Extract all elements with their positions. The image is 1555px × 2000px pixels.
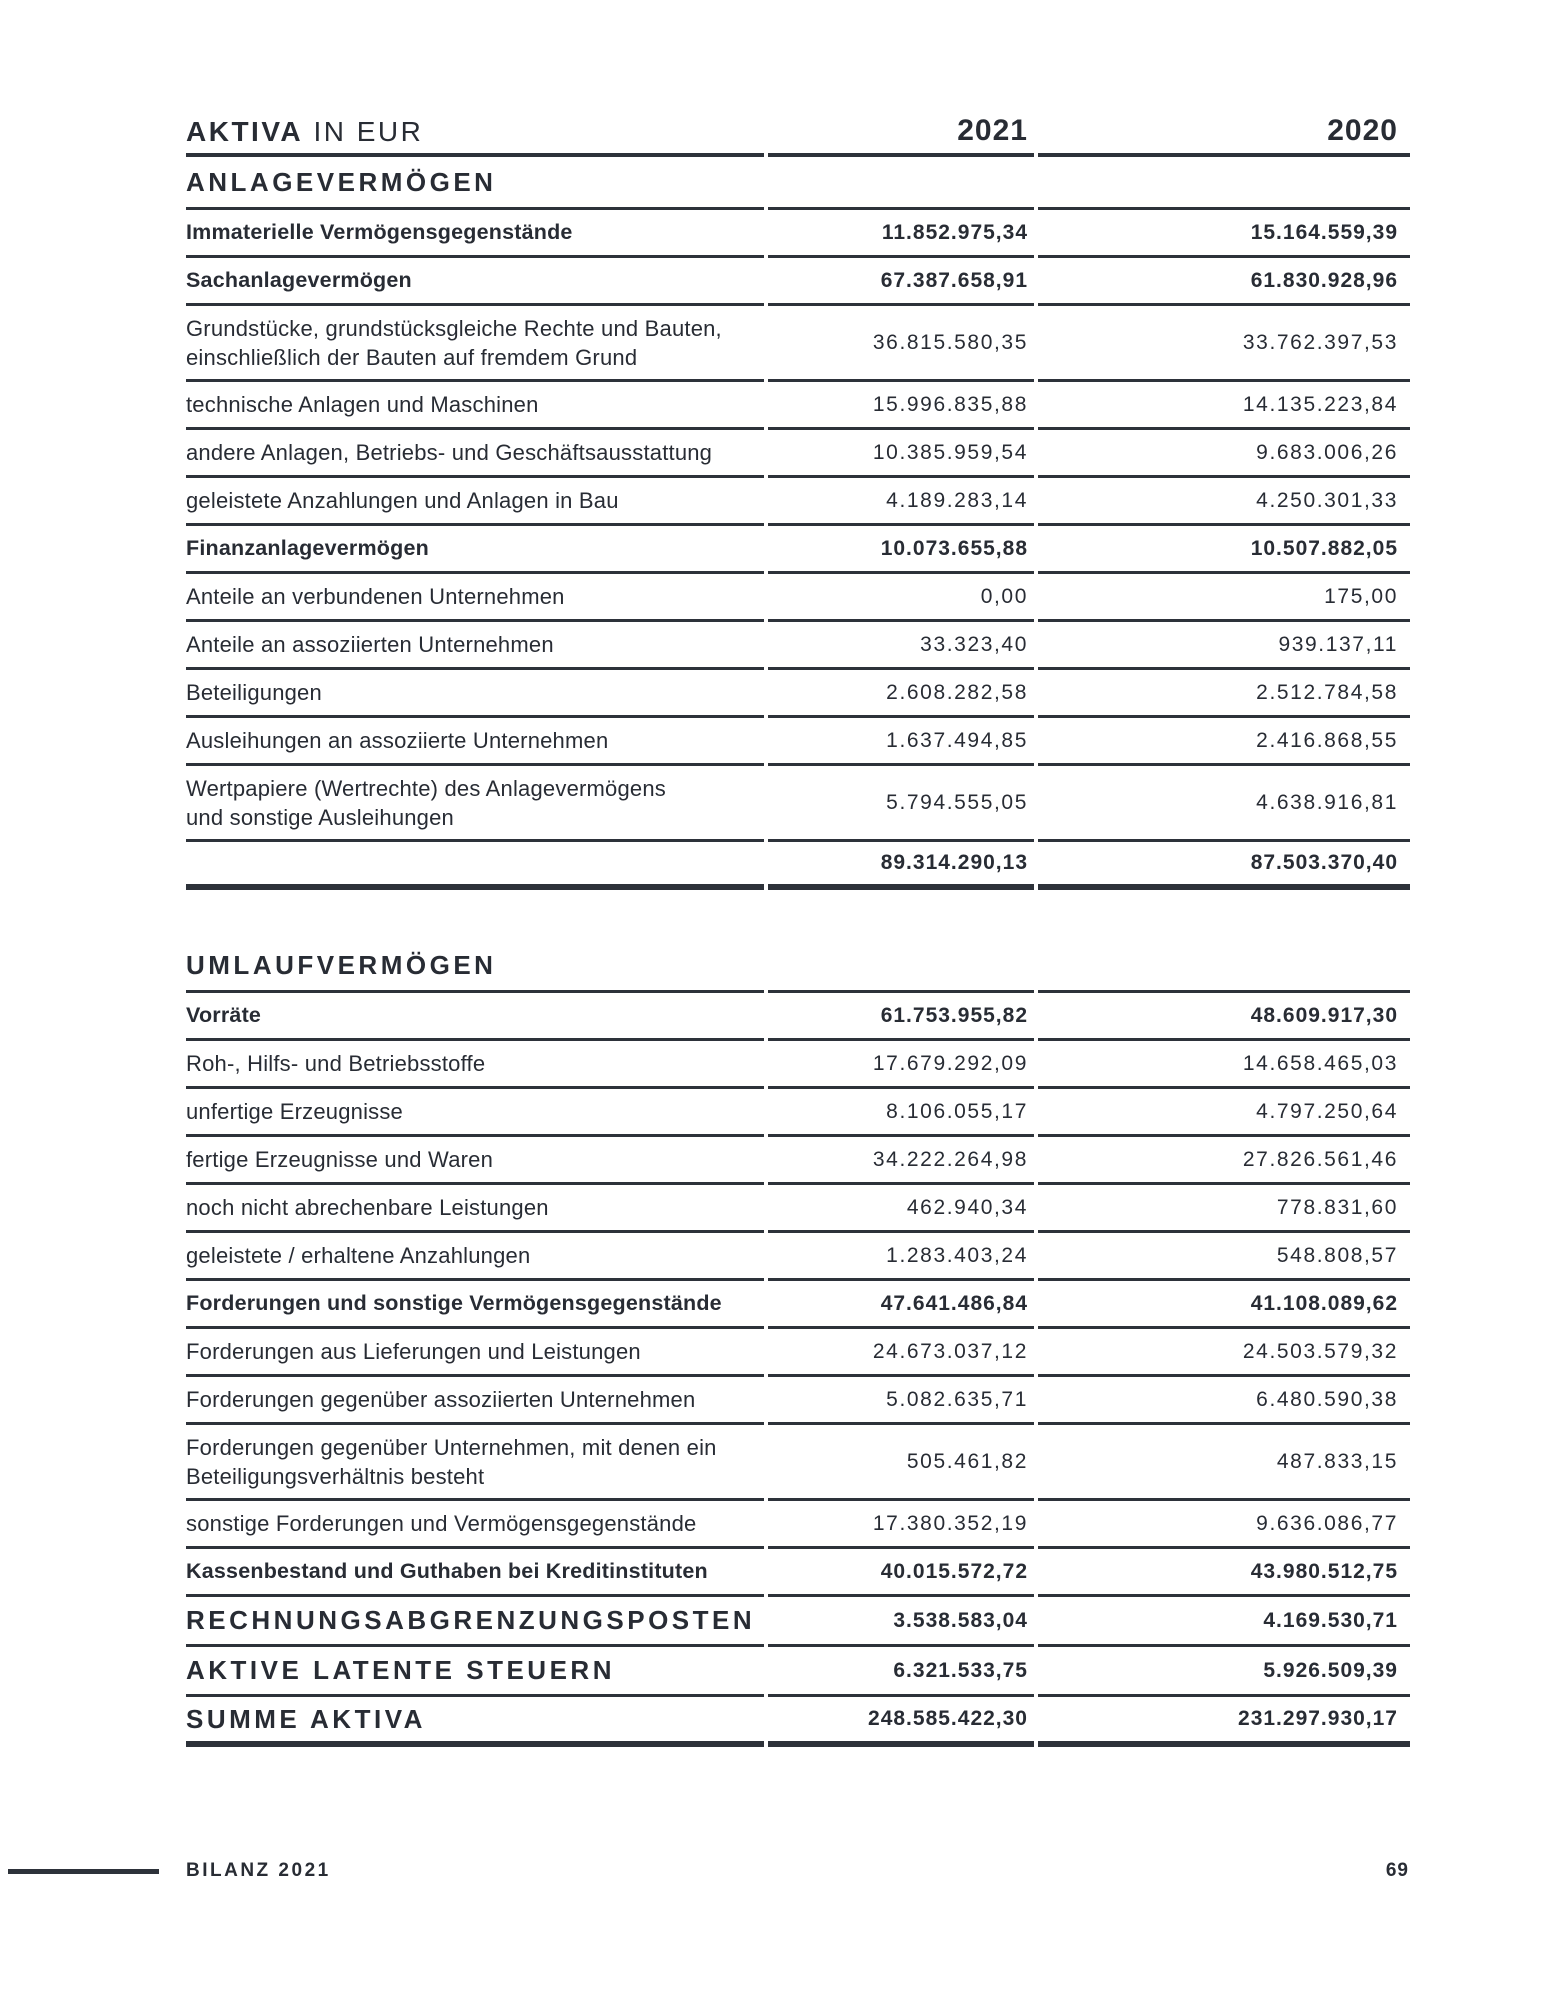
value-2020: 5.926.509,39 (1038, 1647, 1410, 1697)
table-row (186, 940, 1410, 993)
table-row (186, 210, 1410, 258)
table-row (186, 842, 1410, 890)
row-label-line2: einschließlich der Bauten auf fremdem Grund (186, 344, 638, 370)
table-row (186, 157, 1410, 210)
value-2020: 10.507.882,05 (1038, 526, 1410, 574)
row-label: SUMME AKTIVA (186, 1697, 764, 1747)
row-label: Beteiligungen (186, 670, 764, 718)
table-row (186, 670, 1410, 718)
page-footer (0, 1860, 1555, 1882)
page-title-rest: IN EUR (313, 116, 424, 147)
value-2020: 14.135.223,84 (1038, 382, 1410, 430)
value-2020: 87.503.370,40 (1038, 842, 1410, 890)
value-2021: 34.222.264,98 (768, 1137, 1034, 1185)
row-label-line2: Beteiligungsverhältnis besteht (186, 1463, 485, 1489)
value-2020: 33.762.397,53 (1038, 306, 1410, 382)
value-2021 (768, 940, 1034, 993)
balance-sheet (186, 115, 1410, 1747)
row-label: AKTIVE LATENTE STEUERN (186, 1647, 764, 1697)
table-row (186, 1549, 1410, 1597)
value-2021 (768, 157, 1034, 210)
table-row (186, 1425, 1410, 1501)
value-2020: 231.297.930,17 (1038, 1697, 1410, 1747)
table-row (186, 382, 1410, 430)
table-gap (186, 890, 1410, 940)
value-2020: 4.797.250,64 (1038, 1089, 1410, 1137)
row-label-line1: Grundstücke, grundstücksgleiche Rechte und Bauten, (186, 315, 722, 341)
table-row (186, 306, 1410, 382)
value-2021: 17.679.292,09 (768, 1041, 1034, 1089)
table-row (186, 1185, 1410, 1233)
value-2021: 2.608.282,58 (768, 670, 1034, 718)
row-label: Anteile an assoziierten Unternehmen (186, 622, 764, 670)
table-row (186, 1281, 1410, 1329)
table-body (186, 157, 1410, 1747)
row-label: RECHNUNGSABGRENZUNGSPOSTEN (186, 1597, 764, 1647)
value-2021: 24.673.037,12 (768, 1329, 1034, 1377)
value-2020 (1038, 940, 1410, 993)
column-header-2020: 2020 (1038, 115, 1410, 157)
value-2021: 0,00 (768, 574, 1034, 622)
row-label: geleistete / erhaltene Anzahlungen (186, 1233, 764, 1281)
row-label (186, 306, 764, 382)
footer-label: BILANZ 2021 (186, 1860, 331, 1881)
row-label: andere Anlagen, Betriebs- und Geschäftsausstattung (186, 430, 764, 478)
value-2021: 505.461,82 (768, 1425, 1034, 1501)
row-label: Vorräte (186, 993, 764, 1041)
value-2020: 2.416.868,55 (1038, 718, 1410, 766)
value-2021: 3.538.583,04 (768, 1597, 1034, 1647)
value-2020: 4.169.530,71 (1038, 1597, 1410, 1647)
page-title-bold: AKTIVA (186, 116, 304, 147)
row-label-line2: und sonstige Ausleihungen (186, 804, 454, 830)
table-row (186, 622, 1410, 670)
value-2021: 1.637.494,85 (768, 718, 1034, 766)
table-row (186, 1089, 1410, 1137)
row-label: ANLAGEVERMÖGEN (186, 157, 764, 210)
table-row (186, 1647, 1410, 1697)
value-2021: 462.940,34 (768, 1185, 1034, 1233)
table-row (186, 1233, 1410, 1281)
value-2021: 40.015.572,72 (768, 1549, 1034, 1597)
value-2020: 548.808,57 (1038, 1233, 1410, 1281)
value-2021: 17.380.352,19 (768, 1501, 1034, 1549)
value-2021: 4.189.283,14 (768, 478, 1034, 526)
row-label: Roh-, Hilfs- und Betriebsstoffe (186, 1041, 764, 1089)
value-2020: 27.826.561,46 (1038, 1137, 1410, 1185)
footer-rule (8, 1869, 159, 1874)
value-2021: 10.073.655,88 (768, 526, 1034, 574)
row-label: UMLAUFVERMÖGEN (186, 940, 764, 993)
column-header-2021: 2021 (768, 115, 1034, 157)
value-2021: 8.106.055,17 (768, 1089, 1034, 1137)
value-2020: 175,00 (1038, 574, 1410, 622)
value-2020: 41.108.089,62 (1038, 1281, 1410, 1329)
row-label: noch nicht abrechenbare Leistungen (186, 1185, 764, 1233)
value-2020 (1038, 157, 1410, 210)
table-row (186, 1377, 1410, 1425)
value-2021: 5.794.555,05 (768, 766, 1034, 842)
value-2020: 43.980.512,75 (1038, 1549, 1410, 1597)
value-2020: 14.658.465,03 (1038, 1041, 1410, 1089)
row-label: Sachanlagevermögen (186, 258, 764, 306)
page-title (186, 115, 764, 157)
value-2021: 47.641.486,84 (768, 1281, 1034, 1329)
row-label: unfertige Erzeugnisse (186, 1089, 764, 1137)
table-row (186, 478, 1410, 526)
row-label: Finanzanlagevermögen (186, 526, 764, 574)
value-2020: 4.250.301,33 (1038, 478, 1410, 526)
value-2021: 15.996.835,88 (768, 382, 1034, 430)
table-row (186, 1597, 1410, 1647)
value-2020: 6.480.590,38 (1038, 1377, 1410, 1425)
table-row (186, 1041, 1410, 1089)
footer-page-number: 69 (1385, 1860, 1409, 1881)
row-label: Kassenbestand und Guthaben bei Kreditinstituten (186, 1549, 764, 1597)
table-row (186, 574, 1410, 622)
value-2021: 36.815.580,35 (768, 306, 1034, 382)
value-2020: 48.609.917,30 (1038, 993, 1410, 1041)
value-2020: 9.636.086,77 (1038, 1501, 1410, 1549)
row-label: technische Anlagen und Maschinen (186, 382, 764, 430)
table-row (186, 1501, 1410, 1549)
row-label: geleistete Anzahlungen und Anlagen in Bau (186, 478, 764, 526)
value-2021: 10.385.959,54 (768, 430, 1034, 478)
row-label: Ausleihungen an assoziierte Unternehmen (186, 718, 764, 766)
row-label: fertige Erzeugnisse und Waren (186, 1137, 764, 1185)
value-2020: 939.137,11 (1038, 622, 1410, 670)
value-2020: 487.833,15 (1038, 1425, 1410, 1501)
table-row (186, 1329, 1410, 1377)
value-2021: 6.321.533,75 (768, 1647, 1034, 1697)
value-2021: 67.387.658,91 (768, 258, 1034, 306)
table-row (186, 718, 1410, 766)
row-label (186, 842, 764, 890)
table-row (186, 993, 1410, 1041)
value-2021: 248.585.422,30 (768, 1697, 1034, 1747)
row-label: Forderungen gegenüber assoziierten Unternehmen (186, 1377, 764, 1425)
table-row (186, 258, 1410, 306)
table-row (186, 766, 1410, 842)
row-label: sonstige Forderungen und Vermögensgegenstände (186, 1501, 764, 1549)
value-2020: 9.683.006,26 (1038, 430, 1410, 478)
value-2021: 5.082.635,71 (768, 1377, 1034, 1425)
row-label (186, 1425, 764, 1501)
row-label: Forderungen und sonstige Vermögensgegenstände (186, 1281, 764, 1329)
row-label-line1: Wertpapiere (Wertrechte) des Anlagevermögens (186, 775, 666, 801)
row-label: Immaterielle Vermögensgegenstände (186, 210, 764, 258)
value-2021: 61.753.955,82 (768, 993, 1034, 1041)
row-label: Forderungen aus Lieferungen und Leistungen (186, 1329, 764, 1377)
value-2020: 24.503.579,32 (1038, 1329, 1410, 1377)
table-row (186, 526, 1410, 574)
value-2020: 15.164.559,39 (1038, 210, 1410, 258)
value-2021: 89.314.290,13 (768, 842, 1034, 890)
value-2020: 2.512.784,58 (1038, 670, 1410, 718)
value-2021: 11.852.975,34 (768, 210, 1034, 258)
value-2020: 61.830.928,96 (1038, 258, 1410, 306)
value-2021: 1.283.403,24 (768, 1233, 1034, 1281)
row-label (186, 766, 764, 842)
table-header-row (186, 115, 1410, 157)
value-2021: 33.323,40 (768, 622, 1034, 670)
row-label: Anteile an verbundenen Unternehmen (186, 574, 764, 622)
table-row (186, 1697, 1410, 1747)
row-label-line1: Forderungen gegenüber Unternehmen, mit denen ein (186, 1434, 717, 1460)
value-2020: 778.831,60 (1038, 1185, 1410, 1233)
table-row (186, 1137, 1410, 1185)
value-2020: 4.638.916,81 (1038, 766, 1410, 842)
table-row (186, 430, 1410, 478)
